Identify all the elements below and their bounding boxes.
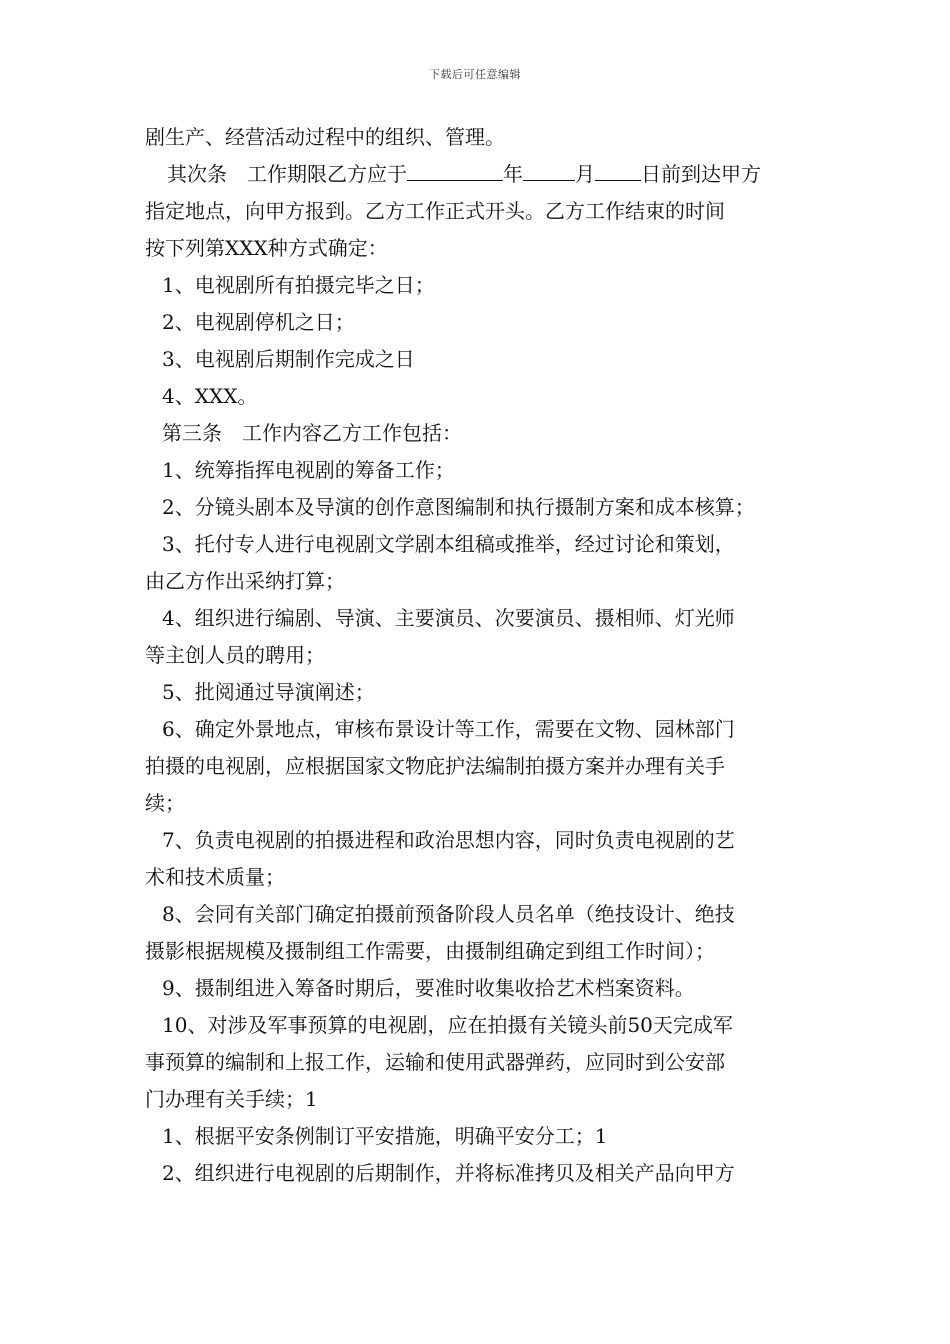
list-item: 1、电视剧所有拍摄完毕之日； xyxy=(162,273,435,297)
month-label: 月 xyxy=(575,162,595,186)
list-item-line: 6、确定外景地点，审核布景设计等工作，需要在文物、园林部门 xyxy=(162,717,735,741)
list-item: 9、摄制组进入筹备时期后，要准时收集收拾艺术档案资料。 xyxy=(162,976,695,1000)
list-item-line: 等主创人员的聘用； xyxy=(145,643,325,667)
list-item xyxy=(145,526,813,600)
list-item-line: 门办理有关手续；1 xyxy=(145,1087,318,1111)
list-item-line: 3、托付专人进行电视剧文学剧本组稿或推举，经过讨论和策划， xyxy=(162,532,735,556)
list-item-line: 术和技术质量； xyxy=(145,865,285,889)
page-header: 下载后可任意编辑 xyxy=(429,68,521,81)
list-item: 1、根据平安条例制订平安措施，明确平安分工；1 xyxy=(162,1124,608,1148)
list-item xyxy=(145,896,813,970)
document-body xyxy=(145,119,813,1192)
list-item-line: 拍摄的电视剧，应根据国家文物庇护法编制拍摄方案并办理有关手 xyxy=(145,754,725,778)
list-item xyxy=(145,822,813,896)
day-blank[interactable] xyxy=(595,158,641,181)
month-blank[interactable] xyxy=(523,158,575,181)
list-item xyxy=(145,1007,813,1118)
list-item-line: 摄影根据规模及摄制组工作需要，由摄制组确定到组工作时间）； xyxy=(145,939,715,963)
year-label: 年 xyxy=(503,162,523,186)
list-item-line: 事预算的编制和上报工作，运输和使用武器弹药，应同时到公安部 xyxy=(145,1050,725,1074)
list-item: 5、批阅通过导演阐述； xyxy=(162,680,375,704)
list-item-line: 由乙方作出采纳打算； xyxy=(145,569,345,593)
list-item-line: 8、会同有关部门确定拍摄前预备阶段人员名单（绝技设计、绝技 xyxy=(162,902,735,926)
article-2-line-1 xyxy=(145,156,813,193)
article-2-line-3: 按下列第XXX种方式确定： xyxy=(145,236,388,260)
list-item xyxy=(145,600,813,674)
article-2 xyxy=(145,156,813,267)
day-suffix: 日前到达甲方 xyxy=(641,162,761,186)
list-item-line: 4、组织进行编剧、导演、主要演员、次要演员、摄相师、灯光师 xyxy=(162,606,735,630)
list-item: 1、统筹指挥电视剧的筹备工作； xyxy=(162,458,455,482)
list-item-line: 7、负责电视剧的拍摄进程和政治思想内容，同时负责电视剧的艺 xyxy=(162,828,735,852)
list-item: 4、XXX。 xyxy=(162,384,258,408)
list-item: 2、分镜头剧本及导演的创作意图编制和执行摄制方案和成本核算； xyxy=(162,495,755,519)
year-blank[interactable] xyxy=(407,158,503,181)
article-2-line-2: 指定地点，向甲方报到。乙方工作正式开头。乙方工作结束的时间 xyxy=(145,199,725,223)
article-2-prefix: 其次条 工作期限乙方应于 xyxy=(167,162,407,186)
list-item-line: 10、对涉及军事预算的电视剧，应在拍摄有关镜头前50天完成军 xyxy=(162,1013,733,1037)
text-line: 剧生产、经营活动过程中的组织、管理。 xyxy=(145,125,505,149)
list-item: 2、电视剧停机之日； xyxy=(162,310,355,334)
list-item xyxy=(145,711,813,822)
article-3-title: 第三条 工作内容乙方工作包括： xyxy=(162,421,462,445)
list-item: 2、组织进行电视剧的后期制作，并将标准拷贝及相关产品向甲方 xyxy=(162,1161,735,1185)
list-item: 3、电视剧后期制作完成之日 xyxy=(162,347,415,371)
list-item-line: 续； xyxy=(145,791,185,815)
